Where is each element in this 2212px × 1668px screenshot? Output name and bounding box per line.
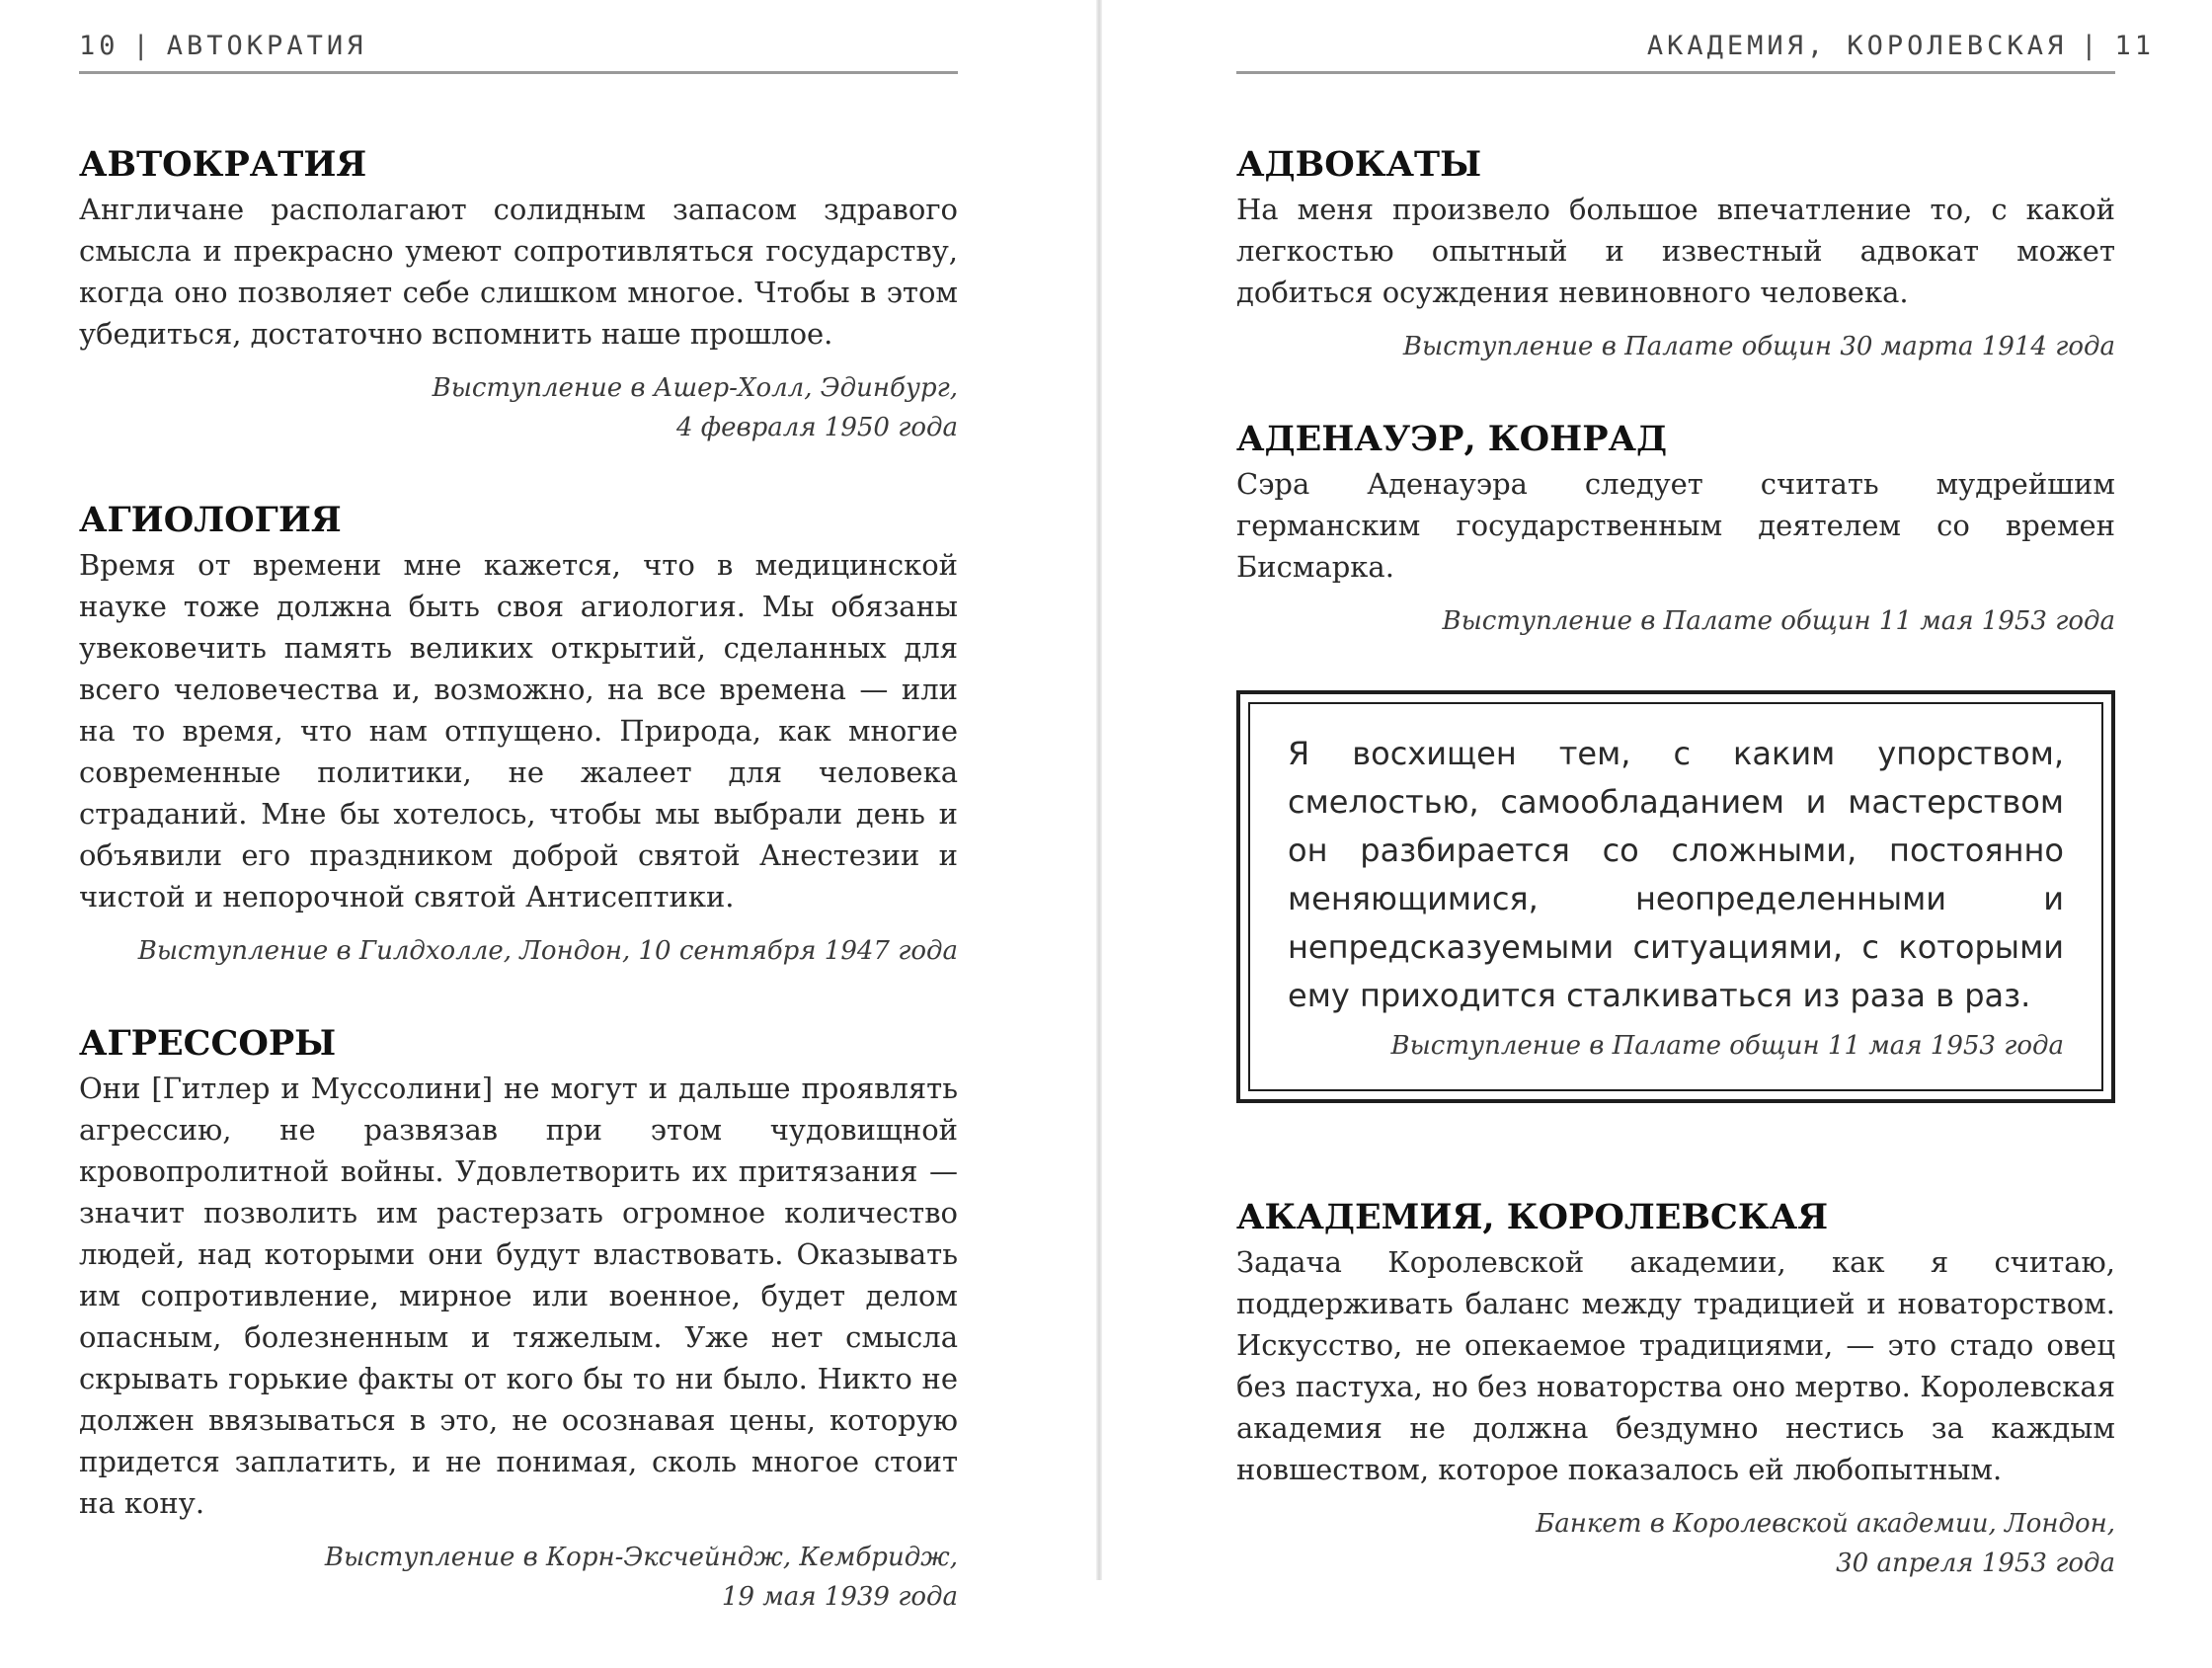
entry-royal-academy — [1236, 1196, 2115, 1583]
quote-box — [1236, 690, 2115, 1103]
source-line: Выступление в Палате общин 11 мая 1953 года — [1442, 606, 2115, 636]
header-rule — [79, 71, 958, 74]
entry-title: АДЕНАУЭР, КОНРАД — [1236, 419, 1668, 459]
entry-aggressors — [79, 1022, 958, 1617]
left-page — [0, 0, 1102, 1612]
entry-title: АГИОЛОГИЯ — [79, 500, 342, 540]
right-page — [1102, 0, 2212, 1580]
entry-hagiology — [79, 499, 958, 971]
source-line: Выступление в Гилдхолле, Лондон, 10 сентября 1947 года — [137, 936, 958, 966]
entry-autocracy — [79, 143, 958, 447]
entry-source — [79, 1538, 958, 1617]
source-line: Выступление в Палате общин 30 марта 1914 года — [1402, 332, 2115, 361]
left-column — [79, 143, 958, 1668]
header-separator: | — [132, 30, 153, 61]
header-separator: | — [2081, 30, 2101, 61]
source-line: 4 февраля 1950 года — [675, 413, 958, 442]
quote-box-inner — [1248, 702, 2103, 1091]
header-rule — [1236, 71, 2115, 74]
source-line: 19 мая 1939 года — [721, 1582, 958, 1612]
quote-source: Выступление в Палате общин 11 мая 1953 года — [1390, 1031, 2064, 1061]
page-number: 11 — [2114, 30, 2155, 61]
entry-source — [1236, 601, 2115, 641]
entry-title: АДВОКАТЫ — [1236, 144, 1482, 185]
entry-source — [79, 931, 958, 971]
entry-title: АГРЕССОРЫ — [79, 1023, 337, 1064]
source-line: Выступление в Корн-Эксчейндж, Кембридж, — [324, 1543, 958, 1572]
entry-source — [1236, 1504, 2115, 1583]
entry-text: На меня произвело большое впечатление то, с какой легкостью опытный и известный адвокат может добиться осуждения невиновного человека. — [1236, 193, 2115, 309]
entry-title: АВТОКРАТИЯ — [79, 144, 367, 185]
source-line: Банкет в Королевской академии, Лондон, — [1536, 1509, 2115, 1539]
entry-adenauer — [1236, 418, 2115, 641]
entry-source — [79, 368, 958, 447]
entry-text: Они [Гитлер и Муссолини] не могут и дальше проявлять агрессию, не развязав при этом чудовищной кровопролитной войны. Удовлетворить их притязания — значит позволить им растерзать огромное количество людей, над которыми они будут властвовать. Оказывать им сопротивление, мирное или военное, будет делом опасным, болезненным и тяжелым. Уже нет смысла скрывать горькие факты от кого бы то ни было. Никто не должен ввязываться в это, не осознавая цены, которую придется заплатить, и не понимая, сколь многое стоит на кону. — [79, 1072, 958, 1520]
running-head-right — [1647, 28, 2155, 63]
entry-title: АКАДЕМИЯ, КОРОЛЕВСКАЯ — [1236, 1197, 1829, 1237]
running-title: АКАДЕМИЯ, КОРОЛЕВСКАЯ — [1646, 30, 2068, 61]
entry-text: Англичане располагают солидным запасом здравого смысла и прекрасно умеют сопротивляться государству, когда оно позволяет себе слишком многое. Чтобы в этом убедиться, достаточно вспомнить наше прошлое. — [79, 193, 958, 351]
running-head-left — [79, 28, 366, 63]
right-column — [1236, 143, 2115, 1634]
source-line: 30 апреля 1953 года — [1836, 1549, 2115, 1578]
entry-text: Задача Королевской академии, как я считаю, поддерживать баланс между традицией и новаторством. Искусство, не опекаемое традициями, — это стадо овец без пастуха, но без новаторства оно мертво. Королевская академия не должна бездумно нестись за каждым новшеством, которое показалось ей любопытным. — [1236, 1245, 2115, 1486]
entry-lawyers — [1236, 143, 2115, 366]
page-number: 10 — [79, 30, 119, 61]
running-title: АВТОКРАТИЯ — [166, 30, 367, 61]
entry-source — [1236, 327, 2115, 366]
quote-text: Я восхищен тем, с каким упорством, смелостью, самообладанием и мастерством он разбирается со сложными, постоянно меняющимися, неопределенными и непредсказуемыми ситуациями, с которыми ему приходится сталкиваться из раза в раз. — [1288, 735, 2064, 1014]
entry-text: Время от времени мне кажется, что в медицинской науке тоже должна быть своя агиология. Мы обязаны увековечить память великих открытий, сделанных для всего человечества и, возможно, на все времена — или на то время, что нам отпущено. Природа, как многие современные политики, не жалеет для человека страданий. Мне бы хотелось, чтобы мы выбрали день и объявили его праздником доброй святой Анестезии и чистой и непорочной святой Антисептики. — [79, 548, 958, 913]
source-line: Выступление в Ашер-Холл, Эдинбург, — [432, 373, 958, 403]
entry-text: Сэра Аденауэра следует считать мудрейшим германским государственным деятелем со времен Бисмарка. — [1236, 467, 2115, 584]
